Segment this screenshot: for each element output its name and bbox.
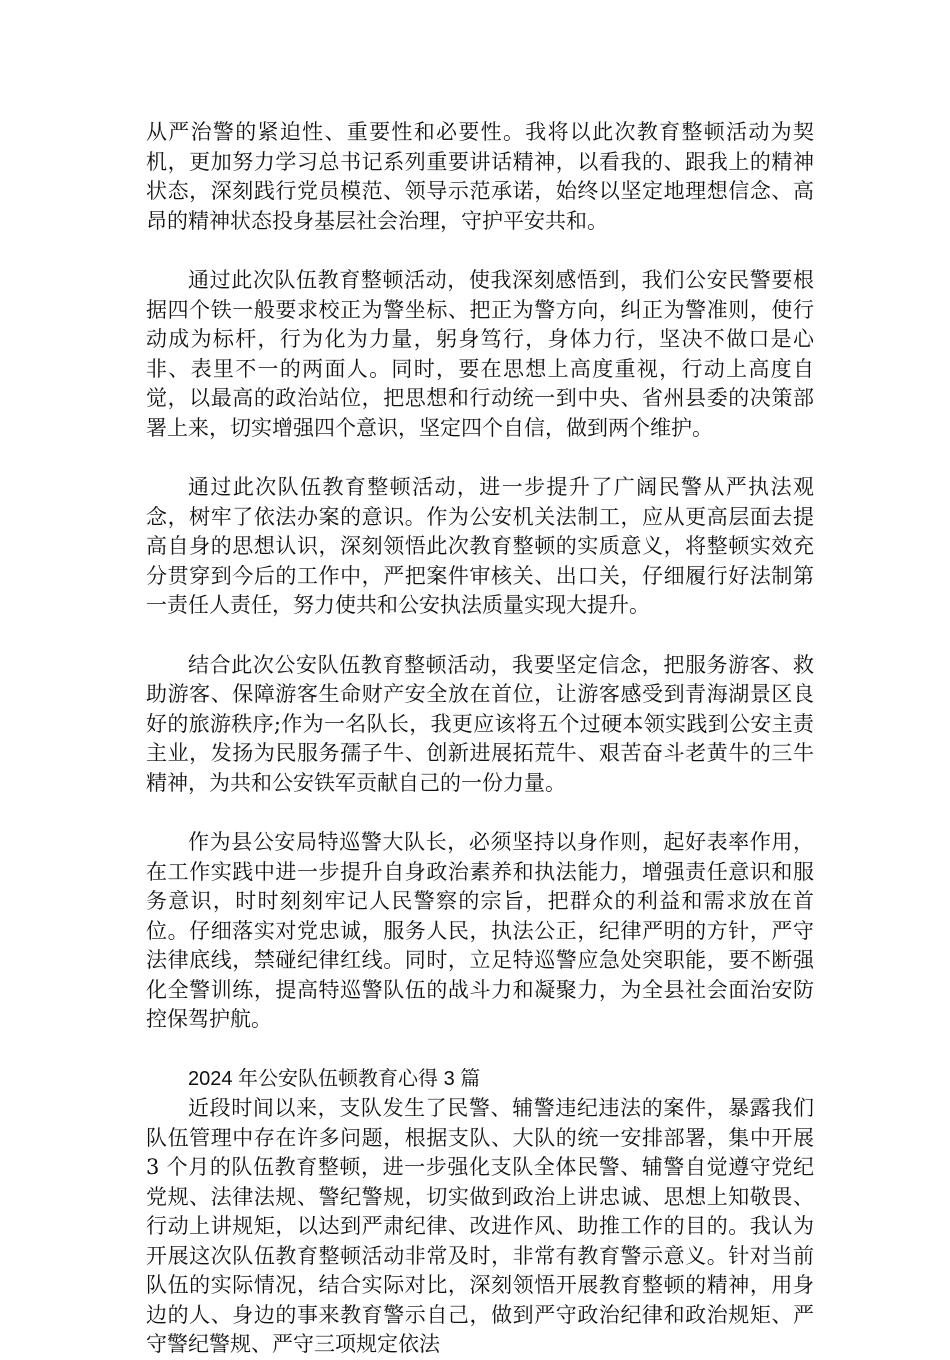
- paragraph-6: 近段时间以来，支队发生了民警、辅警违纪违法的案件，暴露我们队伍管理中存在许多问题，根据支队、大队的统一安排部署，集中开展 3 个月的队伍教育整顿，进一步强化支队全体民警、辅警自觉遵守党纪党规、法律法规、警纪警规，切实做到政治上讲忠诚、思想上知敬畏、行动上讲规矩，以达到严肃纪律、改进作风、助推工作的目的。我认为开展这次队伍教育整顿活动非常及时，非常有教育警示意义。针对当前队伍的实际情况，结合实际对比，深刻领悟开展教育整顿的精神，用身边的人、身边的事来教育警示自己，做到严守政治纪律和政治规矩、严守警纪警规、严守三项规定依法: [146, 1096, 814, 1356]
- paragraph-gap: [146, 236, 814, 266]
- document-body: [146, 118, 814, 1360]
- paragraph-2: 通过此次队伍教育整顿活动，使我深刻感悟到，我们公安民警要根据四个铁一般要求校正为警坐标、把正为警方向，纠正为警准则，使行动成为标杆，行为化为力量，躬身笃行，身体力行，坚决不做口是心非、表里不一的两面人。同时，要在思想上高度重视，行动上高度自觉，以最高的政治站位，把思想和行动统一到中央、省州县委的决策部署上来，切实增强四个意识，坚定四个自信，做到两个维护。: [146, 268, 814, 440]
- paragraph-5: 作为县公安局特巡警大队长，必须坚持以身作则，起好表率作用，在工作实践中进一步提升自身政治素养和执法能力，增强责任意识和服务意识，时时刻刻牢记人民警察的宗旨，把群众的利益和需求放在首位。仔细落实对党忠诚，服务人民，执法公正，纪律严明的方针，严守法律底线，禁碰纪律红线。同时，立足特巡警应急处突职能，要不断强化全警训练，提高特巡警队伍的战斗力和凝聚力，为全县社会面治安防控保驾护航。: [146, 830, 814, 1031]
- paragraph-gap: [146, 621, 814, 651]
- paragraph-4: 结合此次公安队伍教育整顿活动，我要坚定信念，把服务游客、救助游客、保障游客生命财产安全放在首位，让游客感受到青海湖景区良好的旅游秩序;作为一名队长，我更应该将五个过硬本领实践到公安主责主业，发扬为民服务孺子牛、创新进展拓荒牛、艰苦奋斗老黄牛的三牛精神，为共和公安铁军贡献自己的一份力量。: [146, 652, 814, 795]
- paragraph-gap: [146, 798, 814, 828]
- paragraph-1: 从严治警的紧迫性、重要性和必要性。我将以此次教育整顿活动为契机，更加努力学习总书记系列重要讲话精神，以看我的、跟我上的精神状态，深刻践行党员模范、领导示范承诺，始终以坚定地理想信念、高昂的精神状态投身基层社会治理，守护平安共和。: [146, 120, 814, 233]
- paragraph-3: 通过此次队伍教育整顿活动，进一步提升了广阔民警从严执法观念，树牢了依法办案的意识。作为公安机关法制工，应从更高层面去提高自身的思想认识，深刻领悟此次教育整顿的实质意义，将整顿实效充分贯穿到今后的工作中，严把案件审核关、出口关，仔细履行好法制第一责任人责任，努力使共和公安执法质量实现大提升。: [146, 475, 814, 617]
- paragraph-gap: [146, 1035, 814, 1065]
- paragraph-gap: [146, 443, 814, 473]
- section-heading: 2024 年公安队伍顿教育心得 3 篇: [188, 1067, 481, 1090]
